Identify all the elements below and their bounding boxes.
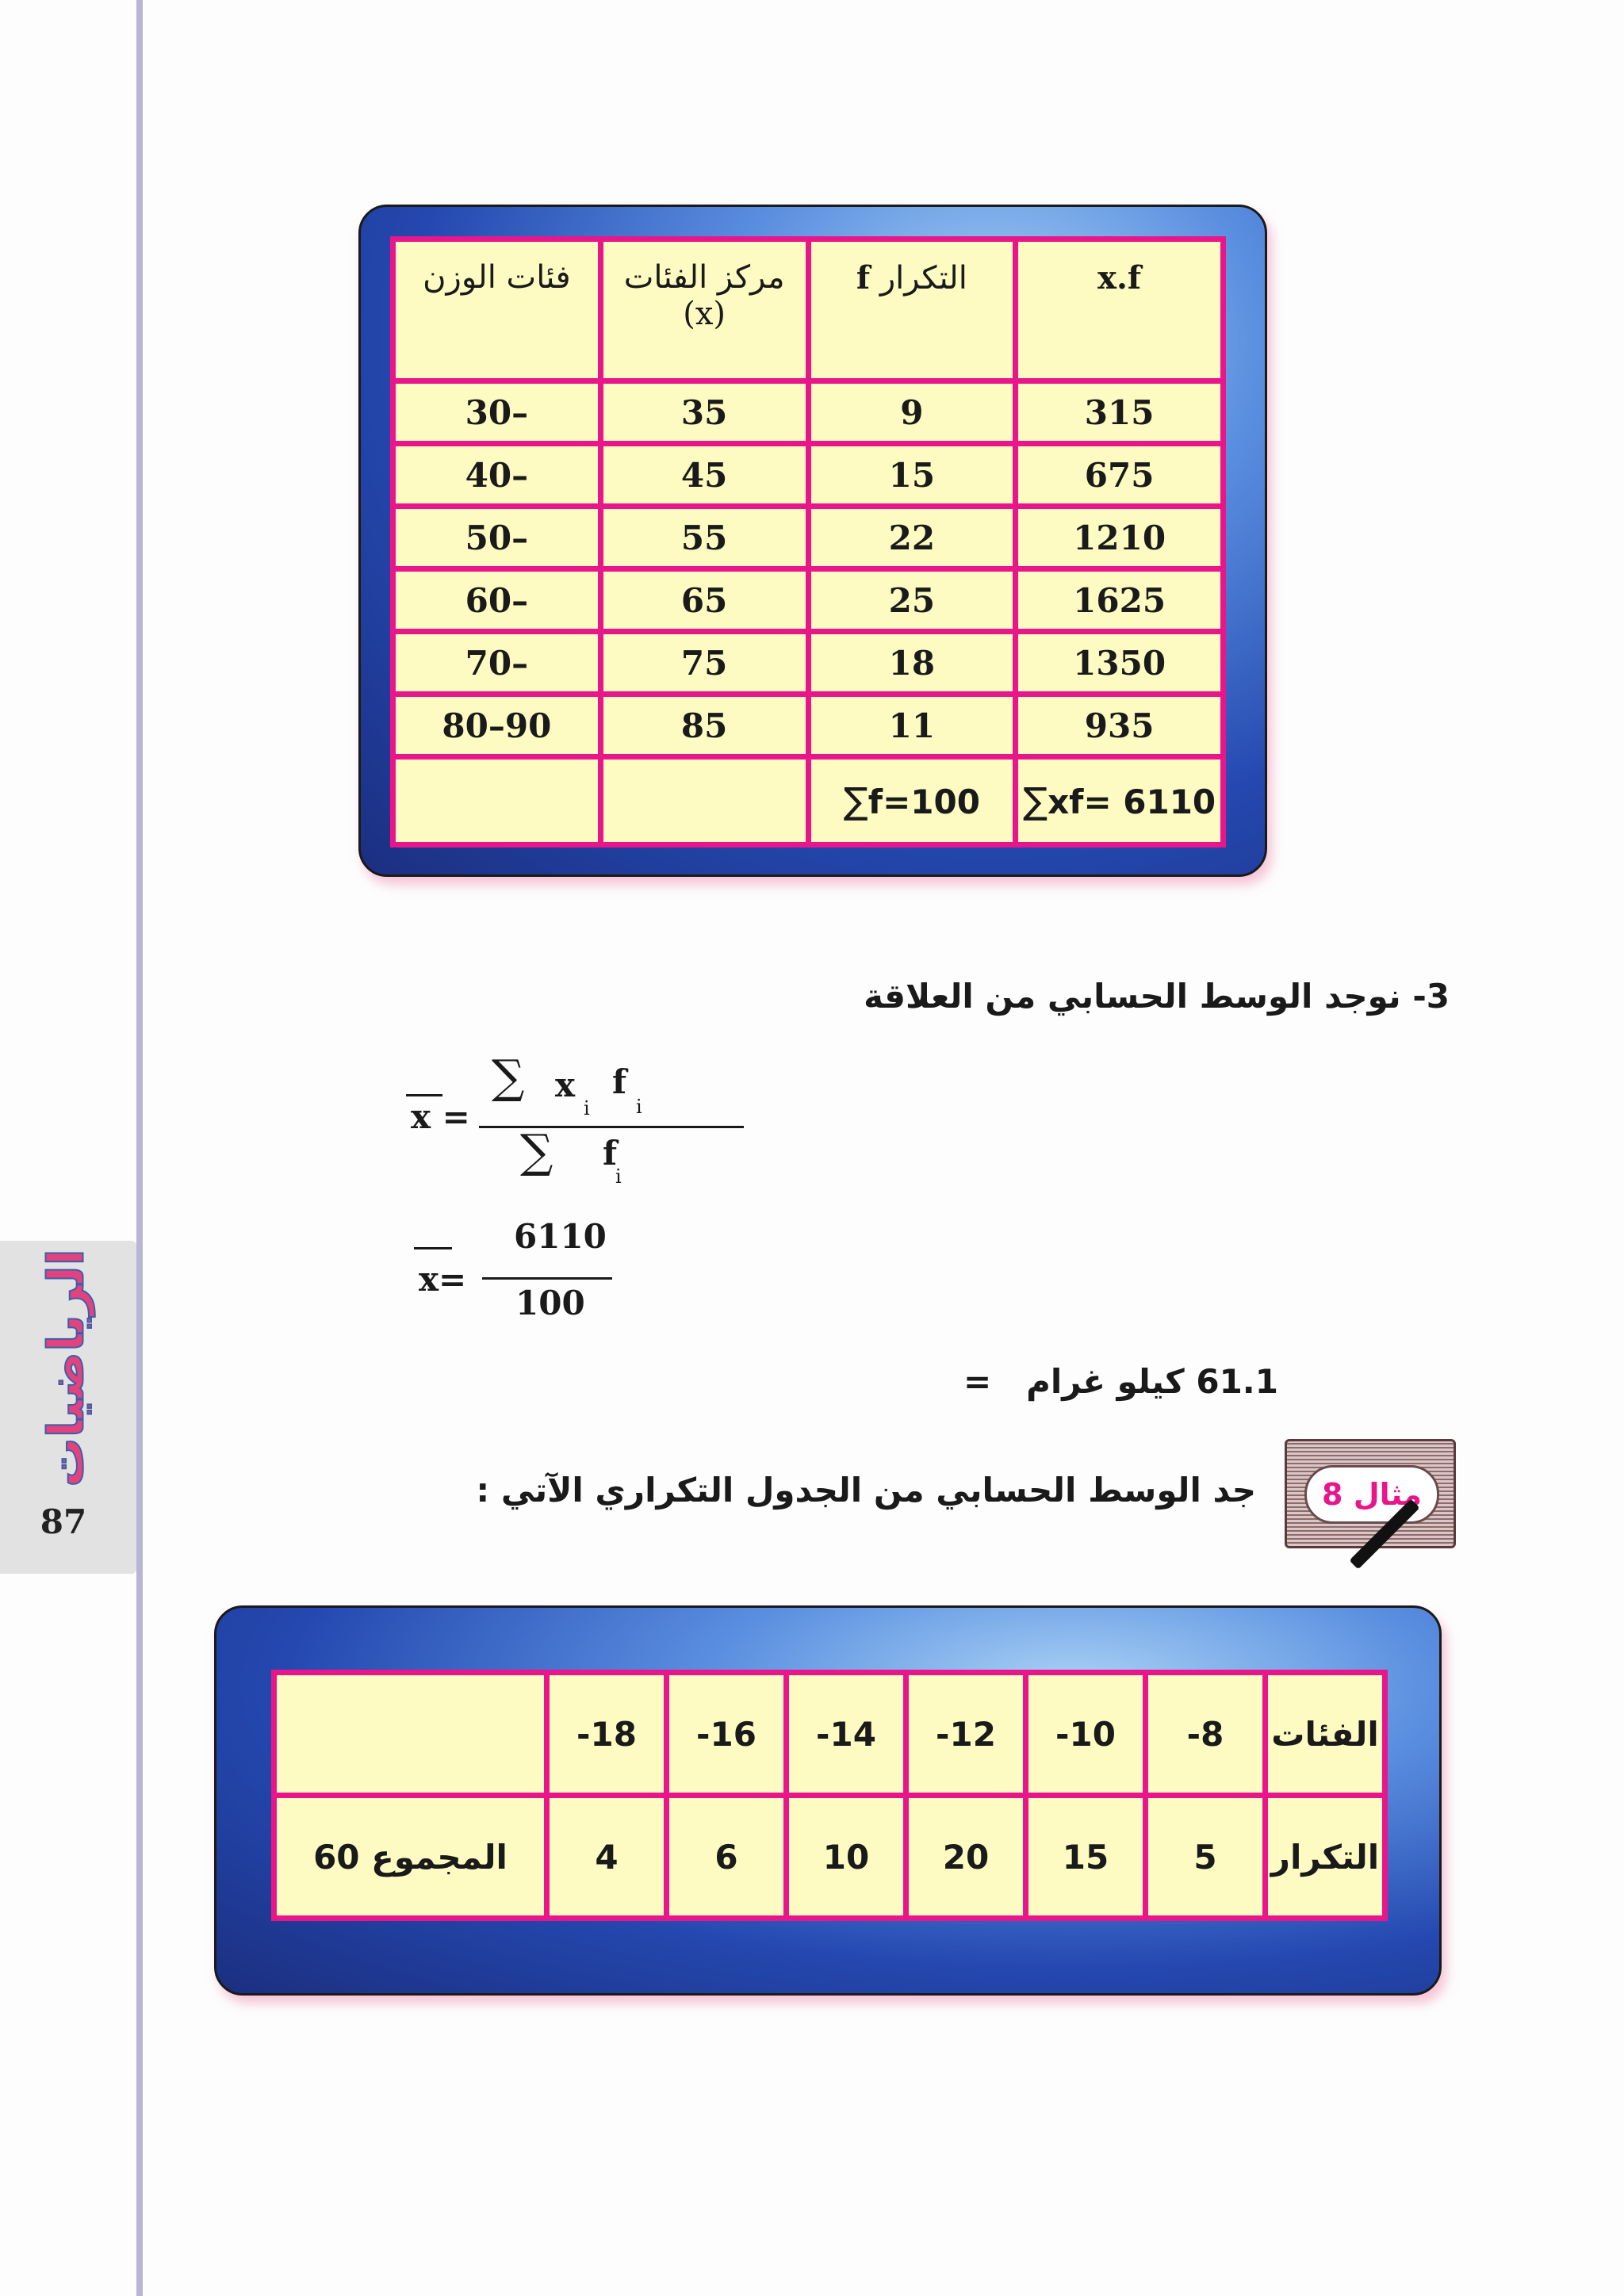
frequency-table-example: [271, 1670, 1388, 1921]
cell-midpoint: 85: [600, 695, 808, 757]
cell-class: 40–: [393, 444, 601, 507]
cell-class: 8-: [1146, 1673, 1266, 1796]
cell-frequency: 4: [547, 1796, 667, 1919]
formula-general: x = ∑ x i f i ∑ f i: [396, 1054, 761, 1189]
cell-class: 18-: [547, 1673, 667, 1796]
formula-substituted: x= 6110 100: [396, 1209, 634, 1328]
cell-frequency: 10: [787, 1796, 906, 1919]
cell-xf: 1625: [1016, 569, 1224, 632]
header-xf: x.f: [1016, 239, 1224, 381]
cell-xf: 675: [1016, 444, 1224, 507]
cell-frequency: 22: [808, 507, 1016, 569]
xbar-overline: [406, 1094, 442, 1096]
cell-class: 30–: [393, 381, 601, 444]
example-badge: [1285, 1439, 1456, 1548]
cell-frequency: 18: [808, 632, 1016, 695]
cell-class: 70–: [393, 632, 601, 695]
cell-empty: [274, 1673, 547, 1796]
result-line: 61.1 كيلو غرام =: [963, 1362, 1278, 1401]
page-number: 87: [40, 1502, 87, 1541]
cell-frequency: 11: [808, 695, 1016, 757]
cell-xf: 315: [1016, 381, 1224, 444]
cell-midpoint: 45: [600, 444, 808, 507]
cell-class: 50–: [393, 507, 601, 569]
cell-empty: [600, 757, 808, 845]
table-row: [393, 507, 1224, 569]
cell-frequency-label: التكرار: [1266, 1796, 1385, 1919]
cell-xf-total: ∑xf= 6110: [1016, 757, 1224, 845]
cell-class: 14-: [787, 1673, 906, 1796]
cell-total: المجموع 60: [274, 1796, 547, 1919]
cell-midpoint: 75: [600, 632, 808, 695]
table-row: [274, 1796, 1385, 1919]
side-title: الرياضيات: [36, 1248, 95, 1487]
example-label: مثال 8: [1304, 1465, 1439, 1524]
frequency-table-weights: [390, 236, 1226, 848]
cell-class: 16-: [667, 1673, 787, 1796]
example-text: جد الوسط الحسابي من الجدول التكراري الآتي :: [476, 1471, 1256, 1510]
header-frequency: التكرار f: [808, 239, 1016, 381]
cell-empty: [393, 757, 601, 845]
table-row: [274, 1673, 1385, 1796]
cell-frequency: 15: [1026, 1796, 1146, 1919]
header-weight-classes: فئات الوزن: [393, 239, 601, 381]
cell-frequency: 20: [906, 1796, 1026, 1919]
table-header-row: [393, 239, 1224, 381]
cell-frequency: 9: [808, 381, 1016, 444]
table-row: [393, 444, 1224, 507]
table-row: [393, 569, 1224, 632]
step3-text: 3- نوجد الوسط الحسابي من العلاقة: [864, 977, 1450, 1016]
cell-midpoint: 55: [600, 507, 808, 569]
cell-frequency: 15: [808, 444, 1016, 507]
table-row: [393, 695, 1224, 757]
cell-class: 60–: [393, 569, 601, 632]
cell-midpoint: 65: [600, 569, 808, 632]
page-margin-line: [136, 0, 143, 2296]
cell-frequency: 5: [1146, 1796, 1266, 1919]
cell-class: 10-: [1026, 1673, 1146, 1796]
xbar-overline: [414, 1247, 452, 1249]
cell-xf: 935: [1016, 695, 1224, 757]
cell-xf: 1210: [1016, 507, 1224, 569]
table-row: [393, 632, 1224, 695]
header-class-midpoint: مركز الفئات (x): [600, 239, 808, 381]
cell-class: 80–90: [393, 695, 601, 757]
cell-f-total: ∑f=100: [808, 757, 1016, 845]
table-totals-row: [393, 757, 1224, 845]
cell-frequency: 6: [667, 1796, 787, 1919]
cell-classes-label: الفئات: [1266, 1673, 1385, 1796]
cell-xf: 1350: [1016, 632, 1224, 695]
table-row: [393, 381, 1224, 444]
fraction-bar: [479, 1126, 744, 1128]
cell-midpoint: 35: [600, 381, 808, 444]
cell-frequency: 25: [808, 569, 1016, 632]
cell-class: 12-: [906, 1673, 1026, 1796]
fraction-bar: [482, 1277, 612, 1280]
